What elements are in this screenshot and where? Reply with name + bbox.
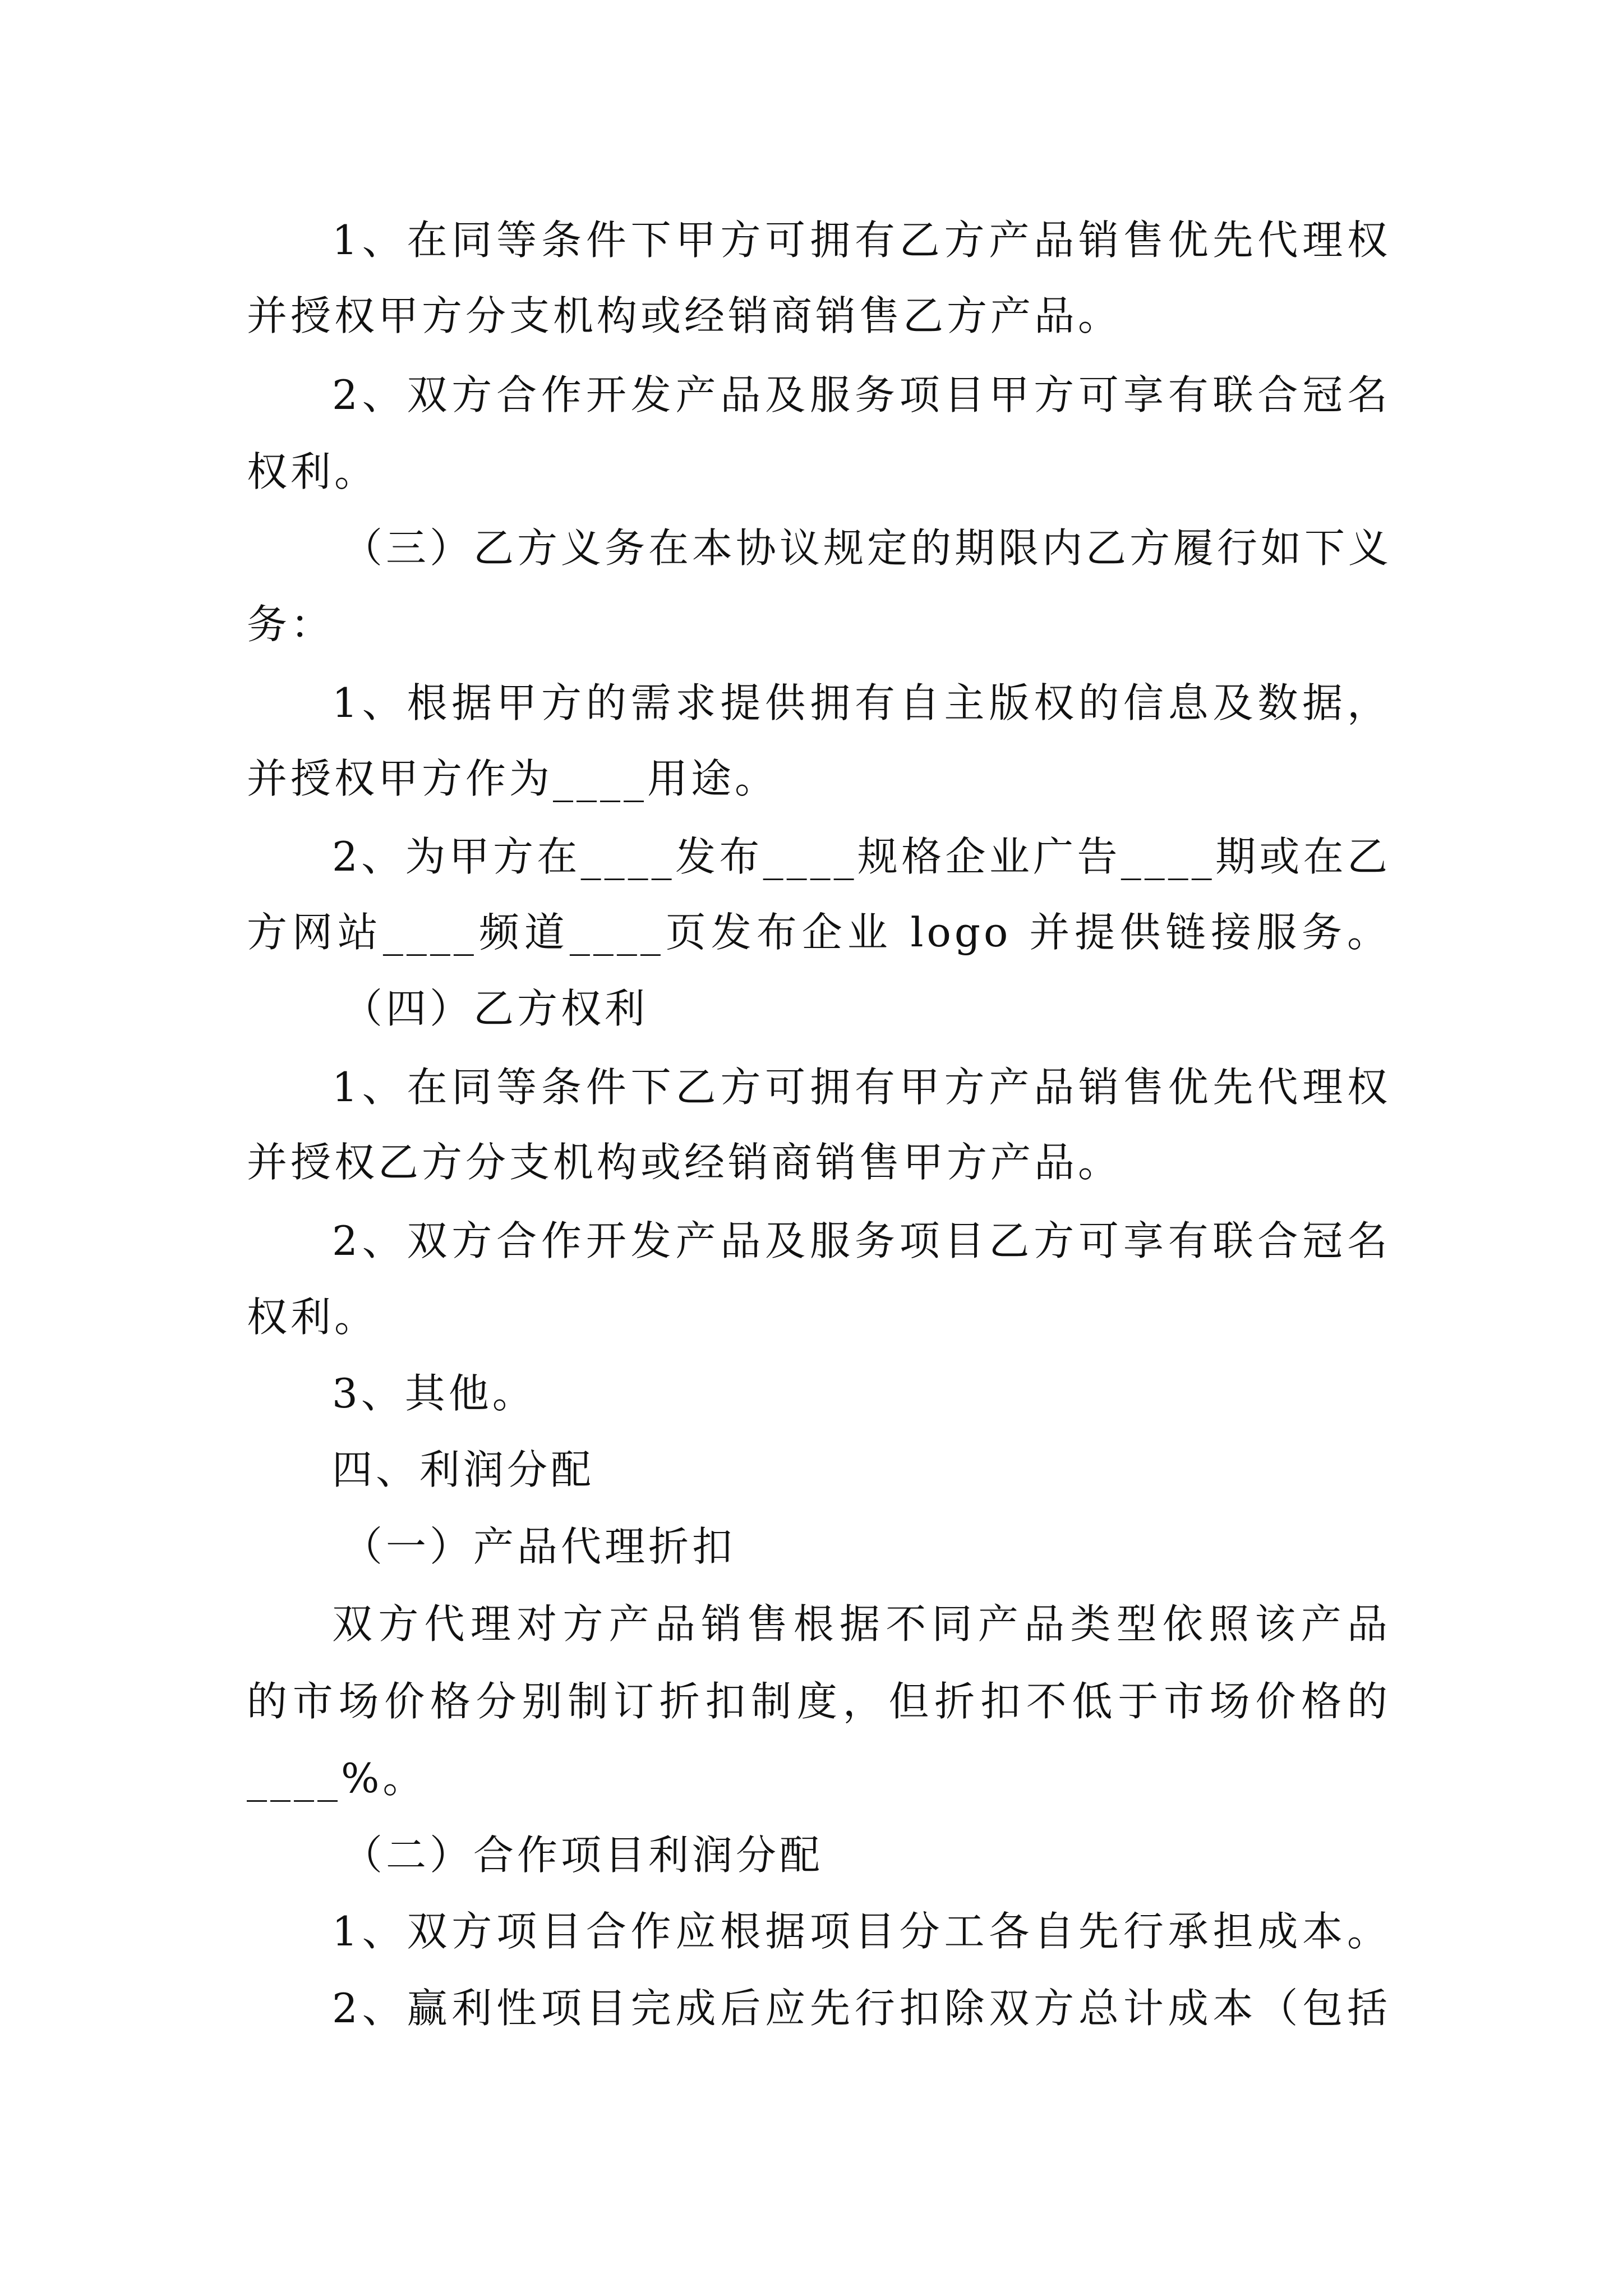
paragraph-line-4: 权利。 [247, 448, 379, 495]
paragraph-line-14: 2、双方合作开发产品及服务项目乙方可享有联合冠名 [332, 1217, 1391, 1264]
paragraph-line-3: 2、双方合作开发产品及服务项目甲方可享有联合冠名 [332, 371, 1391, 418]
section-heading-3: （三）乙方义务在本协议规定的期限内乙方履行如下义 [342, 524, 1393, 572]
paragraph-line-6: 务： [247, 601, 335, 648]
paragraph-line-9: 2、为甲方在____发布____规格企业广告____期或在乙 [332, 833, 1391, 880]
paragraph-line-1: 1、在同等条件下甲方可拥有乙方产品销售优先代理权 [332, 217, 1391, 264]
paragraph-line-13: 并授权乙方分支机构或经销商销售甲方产品。 [247, 1139, 1122, 1186]
paragraph-line-16: 3、其他。 [332, 1370, 536, 1417]
section-heading-discount: （一）产品代理折扣 [342, 1523, 736, 1570]
section-heading-project-profit: （二）合作项目利润分配 [342, 1832, 824, 1879]
section-heading-profit: 四、利润分配 [332, 1446, 595, 1493]
paragraph-line-15: 权利。 [247, 1294, 379, 1341]
paragraph-line-8: 并授权甲方作为____用途。 [247, 755, 779, 802]
paragraph-line-12: 1、在同等条件下乙方可拥有甲方产品销售优先代理权 [332, 1064, 1391, 1111]
paragraph-line-2: 并授权甲方分支机构或经销商销售乙方产品。 [247, 292, 1122, 339]
paragraph-line-20: 的市场价格分别制订折扣制度，但折扣不低于市场价格的 [247, 1678, 1391, 1725]
paragraph-line-23: 1、双方项目合作应根据项目分工各自先行承担成本。 [332, 1908, 1391, 1955]
paragraph-line-10: 方网站____频道____页发布企业 logo 并提供链接服务。 [247, 909, 1391, 956]
section-heading-4: （四）乙方权利 [342, 985, 649, 1032]
paragraph-line-24: 2、赢利性项目完成后应先行扣除双方总计成本（包括 [332, 1985, 1391, 2032]
paragraph-line-7: 1、根据甲方的需求提供拥有自主版权的信息及数据， [332, 679, 1391, 726]
paragraph-line-21: ____%。 [247, 1755, 427, 1802]
paragraph-line-19: 双方代理对方产品销售根据不同产品类型依照该产品 [332, 1600, 1391, 1648]
